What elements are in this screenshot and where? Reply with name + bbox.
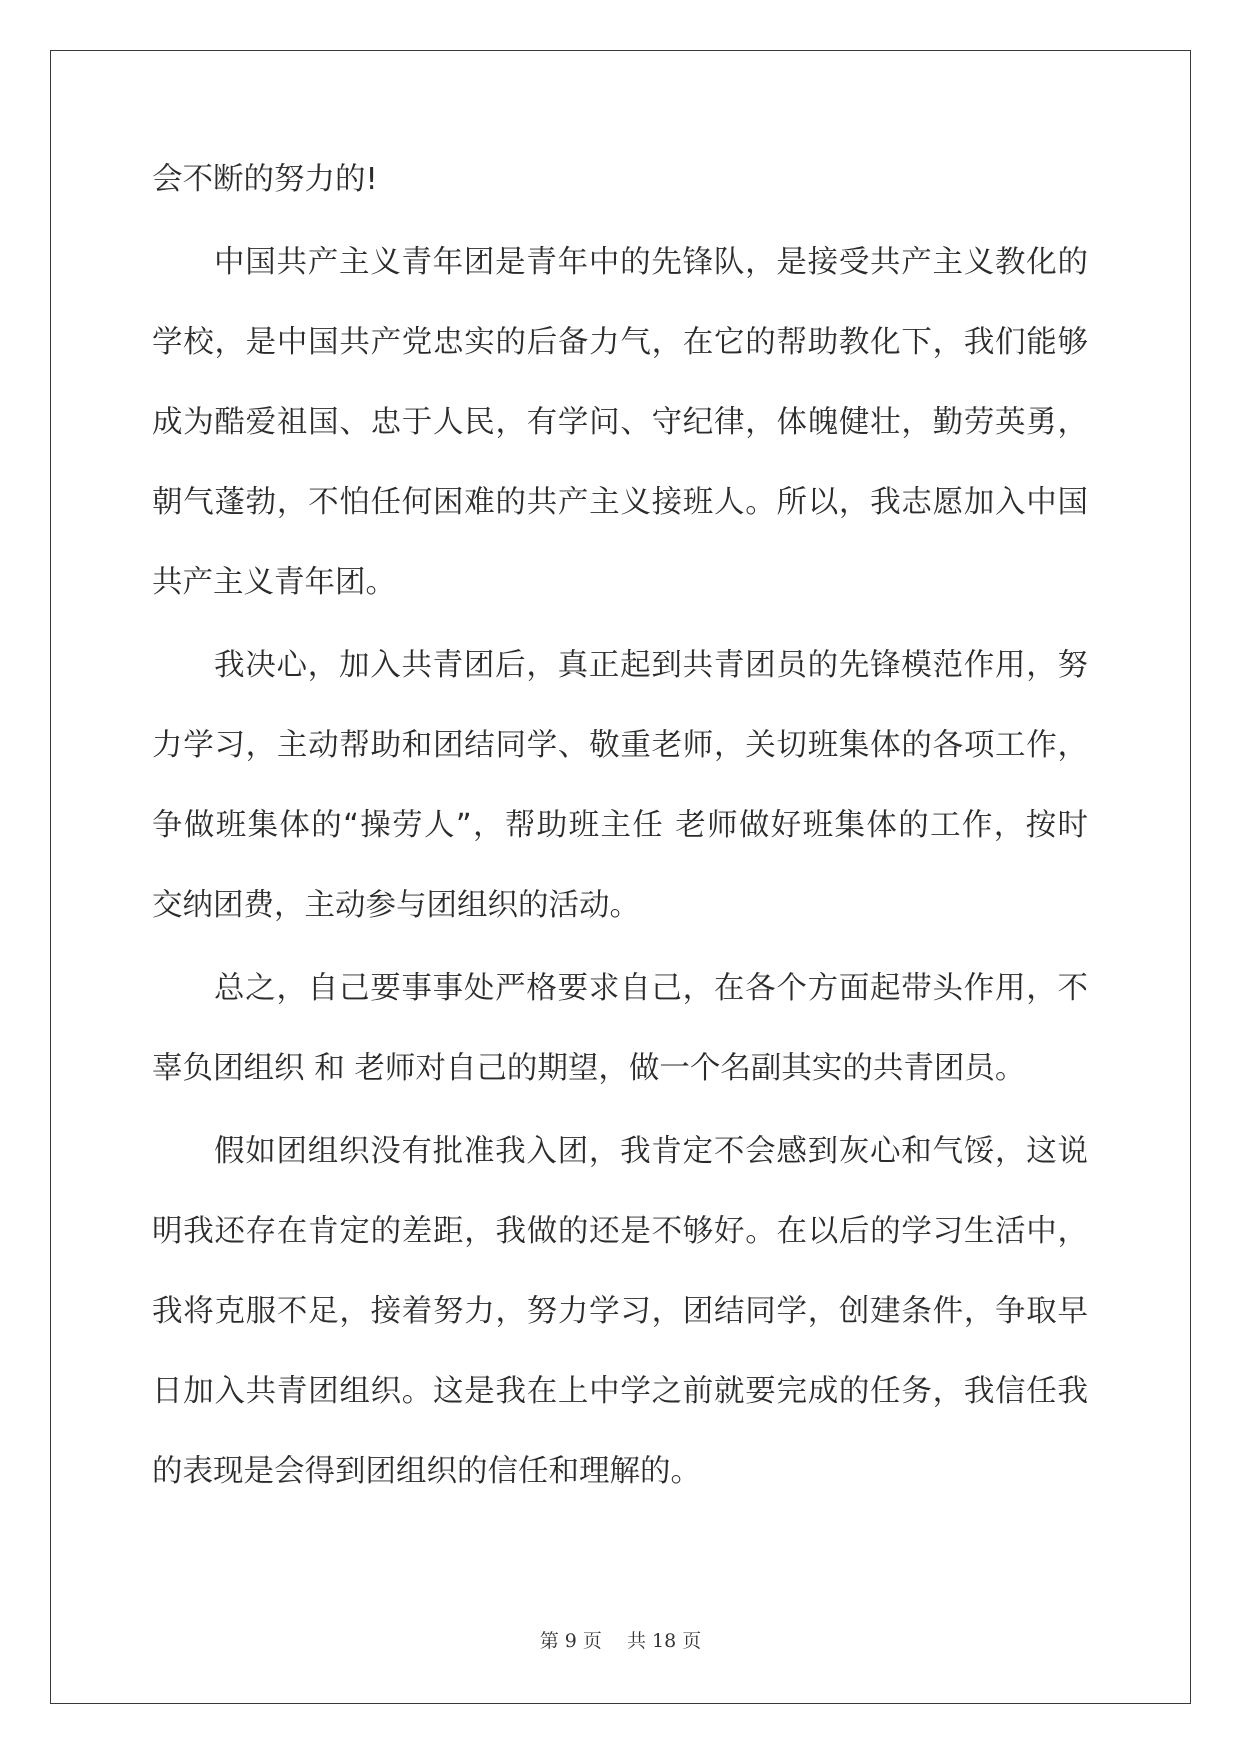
text-line: 成为酷爱祖国、忠于人民，有学问、守纪律，体魄健壮，勤劳英勇， [152, 405, 1088, 440]
text-line: 共产主义青年团。 [152, 565, 396, 600]
text-line: 朝气蓬勃，不怕任何困难的共产主义接班人。所以，我志愿加入中国 [152, 485, 1088, 520]
paragraph-first-line: 我决心，加入共青团后，真正起到共青团员的先锋模范作用，努 [214, 648, 1088, 683]
text-line: 辜负团组织 和 老师对自己的期望，做一个名副其实的共青团员。 [152, 1051, 1026, 1086]
text-line: 争做班集体的“操劳人”，帮助班主任 老师做好班集体的工作，按时 [152, 808, 1088, 843]
text-line: 学校，是中国共产党忠实的后备力气，在它的帮助教化下，我们能够 [152, 325, 1088, 360]
text-line: 会不断的努力的! [152, 162, 378, 197]
paragraph-first-line: 假如团组织没有批准我入团，我肯定不会感到灰心和气馁，这说 [214, 1134, 1088, 1169]
text-line: 力学习，主动帮助和团结同学、敬重老师，关切班集体的各项工作， [152, 728, 1088, 763]
paragraph-first-line: 总之，自己要事事处严格要求自己，在各个方面起带头作用，不 [214, 971, 1088, 1006]
paragraph-first-line: 中国共产主义青年团是青年中的先锋队，是接受共产主义教化的 [214, 245, 1088, 280]
text-line: 明我还存在肯定的差距，我做的还是不够好。在以后的学习生活中， [152, 1214, 1088, 1249]
text-line: 我将克服不足，接着努力，努力学习，团结同学，创建条件，争取早 [152, 1294, 1088, 1329]
text-line: 的表现是会得到团组织的信任和理解的。 [152, 1454, 701, 1489]
page-number: 第 9 页 共 18 页 [539, 1630, 702, 1652]
text-line: 交纳团费，主动参与团组织的活动。 [152, 888, 640, 923]
text-line: 日加入共青团组织。这是我在上中学之前就要完成的任务，我信任我 [152, 1374, 1088, 1409]
